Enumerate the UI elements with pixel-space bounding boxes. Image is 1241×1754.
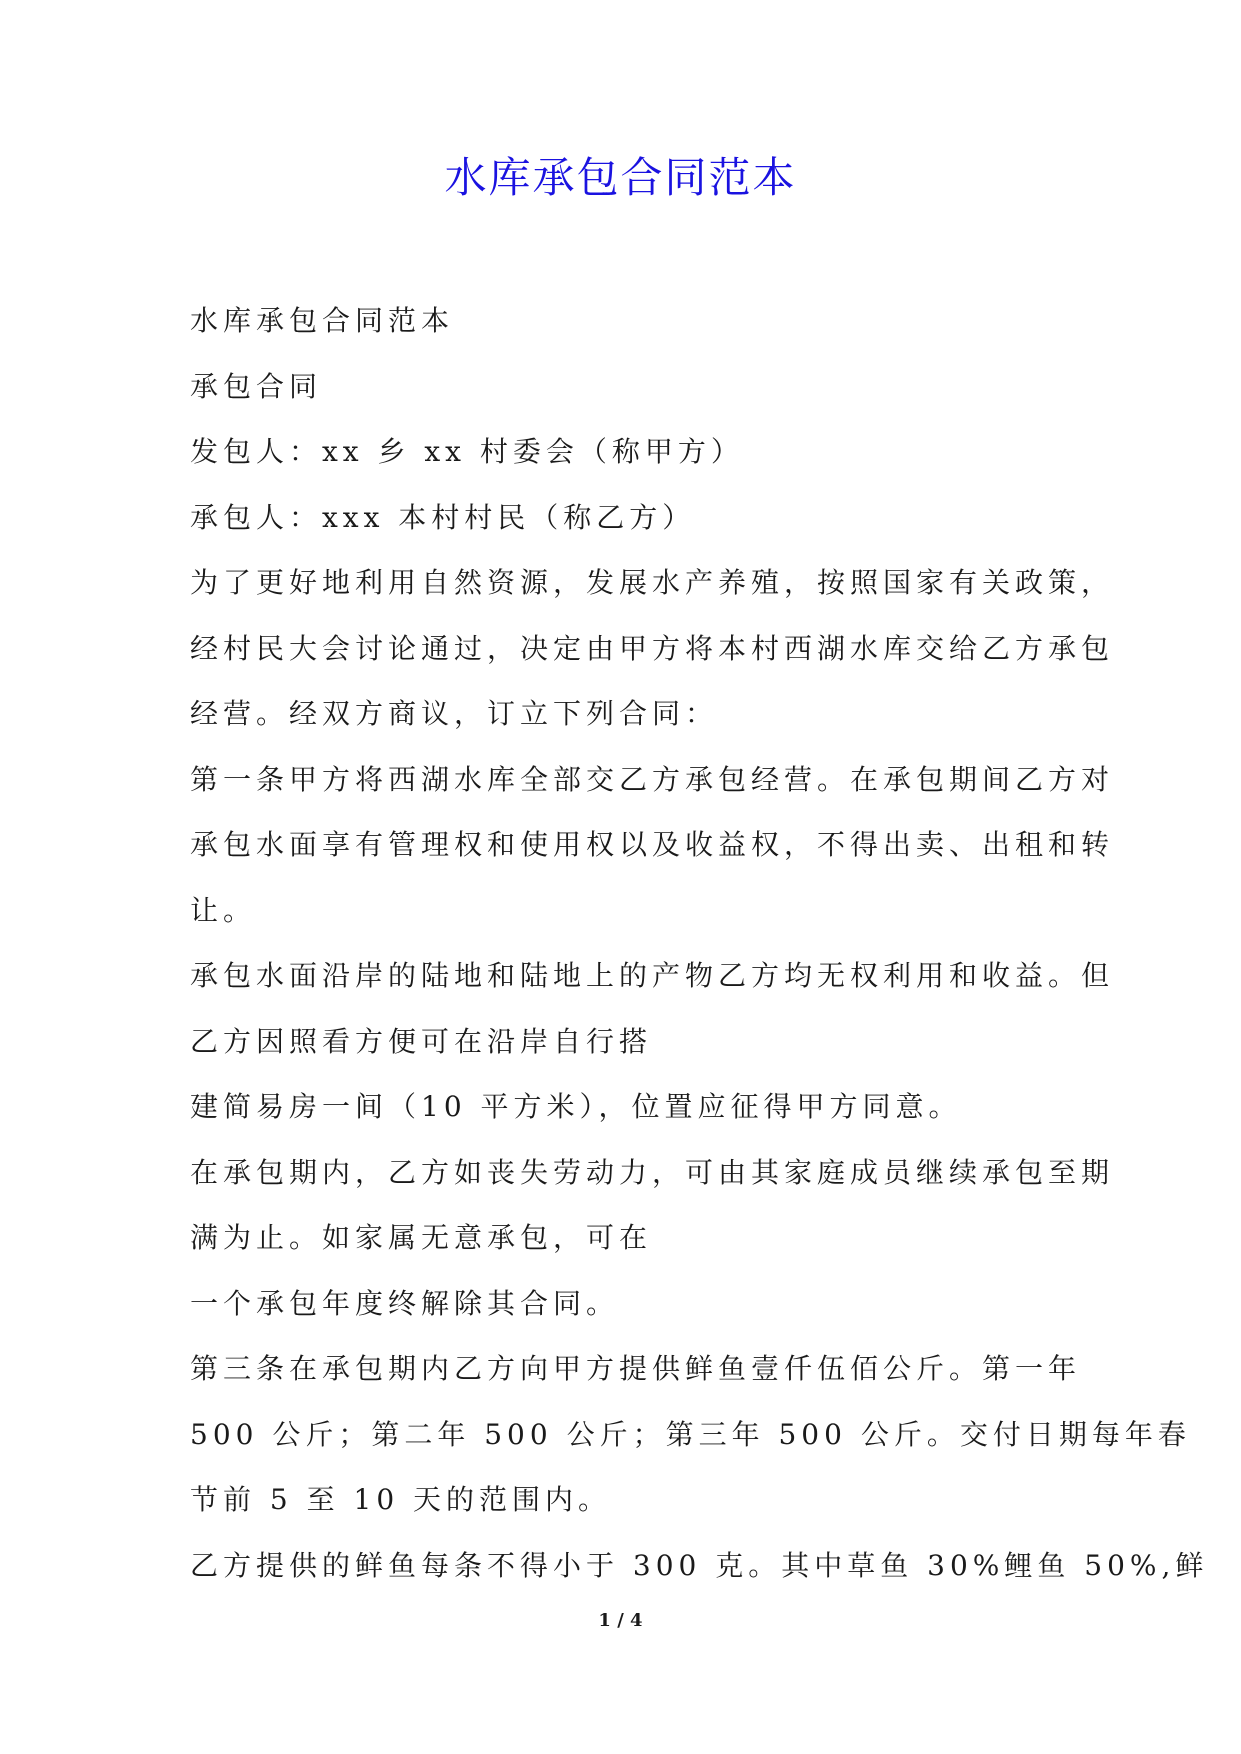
- paragraph-line: 第一条甲方将西湖水库全部交乙方承包经营。在承包期间乙方对: [190, 762, 1115, 796]
- paragraph-line: 发包人：xx 乡 xx 村委会（称甲方）: [190, 435, 744, 468]
- paragraph-line: 经营。经双方商议，订立下列合同：: [190, 697, 719, 730]
- paragraph-line: 承包水面享有管理权和使用权以及收益权，不得出卖、出租和转: [190, 828, 1115, 861]
- paragraph-line: 一个承包年度终解除其合同。: [190, 1286, 620, 1320]
- paragraph-line: 乙方提供的鲜鱼每条不得小于 300 克。其中草鱼 30%鲤鱼 50%,鲜: [190, 1548, 1209, 1582]
- paragraph-line: 水库承包合同范本: [190, 304, 455, 337]
- paragraph-line: 节前 5 至 10 天的范围内。: [190, 1483, 612, 1516]
- paragraph-line: 经村民大会讨论通过，决定由甲方将本村西湖水库交给乙方承包: [190, 631, 1115, 665]
- document-body: [190, 288, 1209, 1598]
- paragraph-line: 乙方因照看方便可在沿岸自行搭: [190, 1024, 653, 1058]
- paragraph-line: 承包人：xxx 本村村民（称乙方）: [190, 500, 696, 534]
- page-number: 1 / 4: [598, 1610, 643, 1631]
- paragraph-line: 让。: [190, 893, 257, 927]
- paragraph-line: 承包合同: [190, 369, 323, 403]
- document-title: 水库承包合同范本: [444, 153, 797, 202]
- paragraph-line: 第三条在承包期内乙方向甲方提供鲜鱼壹仟伍佰公斤。第一年: [190, 1352, 1082, 1385]
- paragraph-line: 满为止。如家属无意承包，可在: [190, 1221, 653, 1254]
- paragraph-line: 500 公斤；第二年 500 公斤；第三年 500 公斤。交付日期每年春: [190, 1417, 1191, 1451]
- paragraph-line: 在承包期内，乙方如丧失劳动力，可由其家庭成员继续承包至期: [190, 1155, 1115, 1189]
- paragraph-line: 建简易房一间（10 平方米），位置应征得甲方同意。: [190, 1090, 962, 1123]
- paragraph-line: 为了更好地利用自然资源，发展水产养殖，按照国家有关政策，: [190, 566, 1115, 599]
- paragraph-line: 承包水面沿岸的陆地和陆地上的产物乙方均无权利用和收益。但: [190, 959, 1115, 992]
